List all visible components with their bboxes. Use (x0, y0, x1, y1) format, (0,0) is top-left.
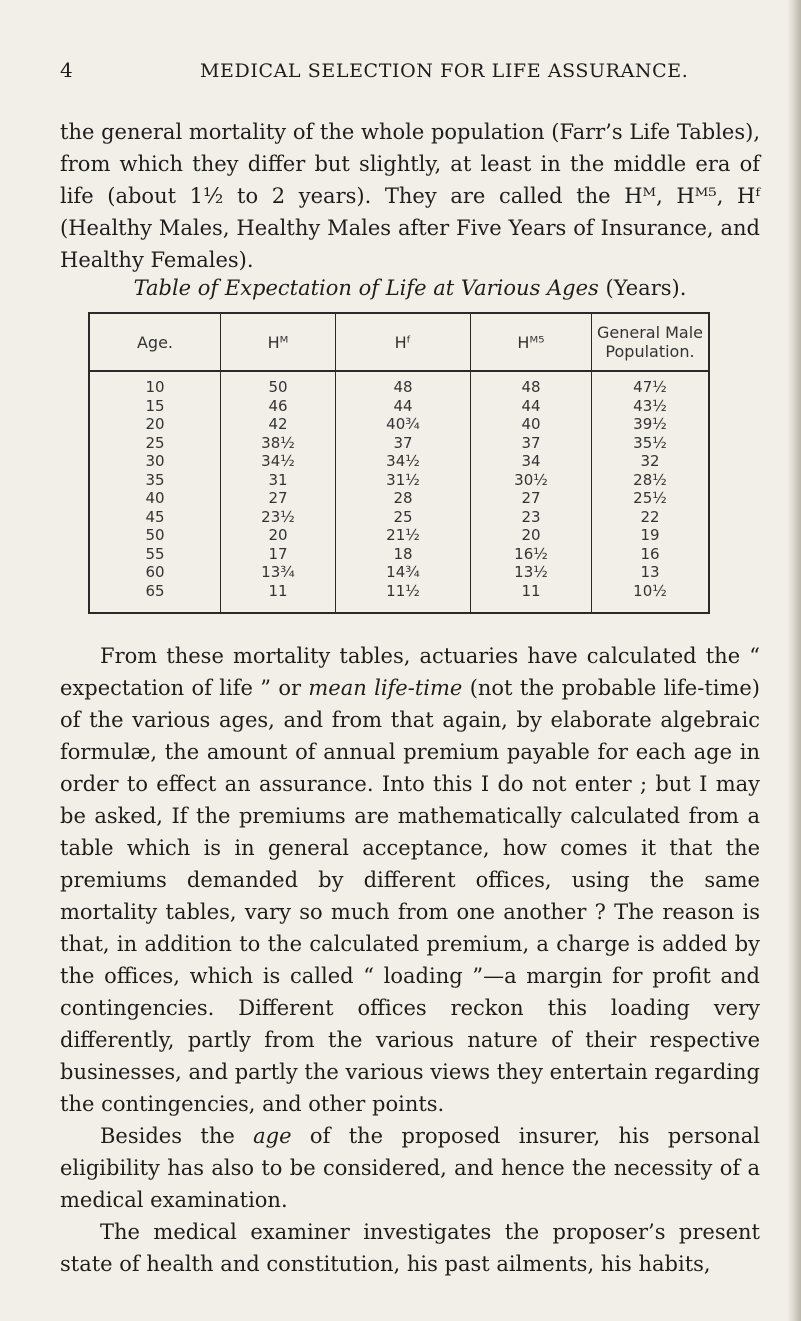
header-hm: Hᴹ (221, 313, 336, 371)
header-general-male: General Male Population. (592, 313, 710, 371)
table-row (89, 452, 709, 471)
table-cell: 11 (471, 582, 592, 614)
page-header (60, 58, 760, 88)
table-cell: 55 (145, 544, 165, 563)
table-row (89, 582, 709, 614)
paragraph-mortality (60, 640, 760, 1120)
table-cell: 39½ (592, 415, 710, 434)
table-cell: 31½ (336, 471, 471, 490)
table-cell: 17 (221, 545, 336, 564)
paragraph-examiner: The medical examiner investigates the proposer’s present state of health and constitution, his past ailments, his habits, (60, 1220, 760, 1276)
table-row (89, 526, 709, 545)
header-hm5: Hᴹ⁵ (471, 313, 592, 371)
table-cell: 13 (592, 563, 710, 582)
table-cell: 50 (221, 371, 336, 397)
page-edge (787, 0, 801, 1321)
para3-text-b: of the proposed insurer, his personal eligibility has also to be considered, and hence the necessity of a medical examination. (60, 1124, 760, 1212)
table-cell: 23 (471, 508, 592, 527)
table-cell: 34½ (336, 452, 471, 471)
table-cell: 60 (145, 563, 165, 582)
table-cell: 50 (145, 526, 165, 545)
table-cell: 38½ (221, 434, 336, 453)
table-cell: 45 (145, 507, 165, 526)
table-cell: 48 (336, 371, 471, 397)
table-cell: 28 (336, 489, 471, 508)
table-cell: 14¾ (336, 563, 471, 582)
table-cell: 15 (145, 396, 165, 415)
table-cell: 25½ (592, 489, 710, 508)
table-cell: 42 (221, 415, 336, 434)
table-row (89, 508, 709, 527)
table-cell: 40 (145, 489, 165, 508)
table-row (89, 434, 709, 453)
header-hf: Hᶠ (336, 313, 471, 371)
table-cell: 32 (592, 452, 710, 471)
table-cell: 48 (471, 371, 592, 397)
table-cell: 34½ (221, 452, 336, 471)
table-cell: 27 (221, 489, 336, 508)
table-row (89, 471, 709, 490)
para2-italic: mean life-time (308, 676, 463, 700)
table-cell: 28½ (592, 471, 710, 490)
table-cell: 65 (145, 581, 165, 600)
table-cell: 13¾ (221, 563, 336, 582)
header-age: Age. (89, 313, 221, 371)
table-cell: 40 (471, 415, 592, 434)
table-row (89, 489, 709, 508)
table-row (89, 397, 709, 416)
table-cell: 43½ (592, 397, 710, 416)
table-cell: 34 (471, 452, 592, 471)
para2-text-b: (not the probable life-time) of the various ages, and from that again, by elaborate algebraic formulæ, the amount of annual premium payable for each age in order to effect an assurance. Into this I do not enter ; but I may be asked, If the premiums are mathematically calculated from a table which is in general acceptance, how comes it that the premiums demanded by different offices, using the same mortality tables, vary so much from one another ? The reason is that, in addition to the calculated premium, a charge is added by the offices, which is called “ loading ”—a margin for profit and contingencies. Different offices reckon this loading very differently, partly from the various nature of their respective businesses, and partly the various views they entertain regarding the contingencies, and other points. (60, 676, 761, 1116)
para3-text-a: Besides the (100, 1124, 254, 1148)
table-cell: 27 (471, 489, 592, 508)
table-row (89, 415, 709, 434)
table-cell: 11 (221, 582, 336, 614)
table-cell: 30½ (471, 471, 592, 490)
table-cell: 10 (145, 378, 165, 397)
caption-plain: (Years). (598, 276, 687, 300)
table-cell: 21½ (336, 526, 471, 545)
table-cell: 44 (336, 397, 471, 416)
table-cell: 10½ (592, 582, 710, 614)
page-number: 4 (60, 58, 73, 82)
table-cell: 19 (592, 526, 710, 545)
table-cell: 13½ (471, 563, 592, 582)
table-cell: 31 (221, 471, 336, 490)
table-cell: 47½ (592, 371, 710, 397)
table-cell: 25 (336, 508, 471, 527)
para3-italic: age (253, 1124, 292, 1148)
table-cell: 23½ (221, 508, 336, 527)
table-cell: 35 (145, 470, 165, 489)
table-cell: 40¾ (336, 415, 471, 434)
table-cell: 20 (145, 415, 165, 434)
table-cell: 11½ (336, 582, 471, 614)
table-row (89, 563, 709, 582)
table-cell: 37 (336, 434, 471, 453)
table-cell: 22 (592, 508, 710, 527)
table-cell: 35½ (592, 434, 710, 453)
table-body (89, 371, 709, 613)
table-row (89, 545, 709, 564)
caption-italic: Table of Expectation of Life at Various Ages (133, 276, 599, 300)
table-row (89, 371, 709, 397)
table-cell: 30 (145, 452, 165, 471)
table-cell: 46 (221, 397, 336, 416)
table-cell: 16 (592, 545, 710, 564)
running-head: MEDICAL SELECTION FOR LIFE ASSURANCE. (200, 60, 689, 82)
para2-text-a: From these mortality tables, actuaries have calculated the “ expectation of life ” or (60, 644, 760, 700)
table-caption (60, 276, 760, 300)
table-cell: 20 (471, 526, 592, 545)
table-header-row (89, 313, 709, 371)
paragraph-intro: the general mortality of the whole population (Farr’s Life Tables), from which they differ but slightly, at least in the middle era of life (about 1½ to 2 years). They are called the Hᴹ, Hᴹ⁵, Hᶠ (Healthy Males, Healthy Males after Five Years of Insurance, and Healthy Females). (60, 120, 760, 272)
table-cell: 20 (221, 526, 336, 545)
table-cell: 37 (471, 434, 592, 453)
table-cell: 18 (336, 545, 471, 564)
table-cell: 44 (471, 397, 592, 416)
table-cell: 16½ (471, 545, 592, 564)
expectation-table (88, 312, 710, 614)
paragraph-eligibility (60, 1120, 760, 1216)
body-text (60, 640, 760, 1280)
table-cell: 25 (145, 433, 165, 452)
